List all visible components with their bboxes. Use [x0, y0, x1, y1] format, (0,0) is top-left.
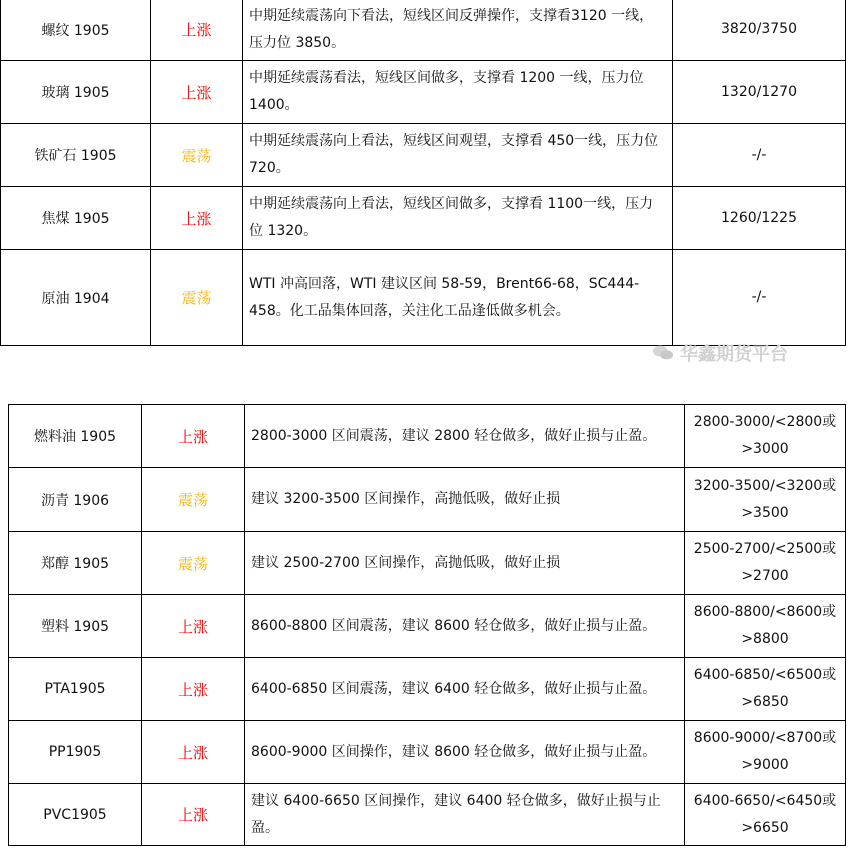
market-view: 8600-9000 区间操作，建议 8600 轻仓做多，做好止损与止盈。	[245, 721, 685, 784]
contract-name: 铁矿石 1905	[1, 124, 151, 187]
price-range: 1260/1225	[673, 187, 846, 250]
market-view: 中期延续震荡向上看法，短线区间做多，支撑看 1100一线，压力位 1320。	[243, 187, 673, 250]
contract-name: 郑醇 1905	[9, 532, 142, 595]
trend-label: 震荡	[142, 468, 245, 532]
table-row	[1, 187, 846, 250]
table-row	[9, 595, 846, 658]
price-range: 2500-2700/<2500或>2700	[685, 532, 846, 595]
market-view: 8600-8800 区间震荡，建议 8600 轻仓做多，做好止损与止盈。	[245, 595, 685, 658]
contract-name: 原油 1904	[1, 250, 151, 346]
contract-name: 玻璃 1905	[1, 61, 151, 124]
market-view: 建议 3200-3500 区间操作，高抛低吸，做好止损	[245, 468, 685, 532]
price-range: 3200-3500/<3200或>3500	[685, 468, 846, 532]
table-row	[9, 405, 846, 468]
market-view: 2800-3000 区间震荡，建议 2800 轻仓做多，做好止损与止盈。	[245, 405, 685, 468]
futures-table-bottom	[8, 404, 846, 846]
chat-bubble-icon	[652, 342, 674, 364]
trend-label: 上涨	[142, 721, 245, 784]
price-range: 8600-9000/<8700或>9000	[685, 721, 846, 784]
price-range: 8600-8800/<8600或>8800	[685, 595, 846, 658]
contract-name: PTA1905	[9, 658, 142, 721]
table-row	[1, 250, 846, 346]
price-range: -/-	[673, 124, 846, 187]
price-range: 3820/3750	[673, 0, 846, 61]
trend-label: 上涨	[151, 187, 243, 250]
futures-table-top	[0, 0, 846, 346]
contract-name: 螺纹 1905	[1, 0, 151, 61]
contract-name: 沥青 1906	[9, 468, 142, 532]
contract-name: 焦煤 1905	[1, 187, 151, 250]
price-range: 1320/1270	[673, 61, 846, 124]
market-view: 中期延续震荡看法，短线区间做多，支撑看 1200 一线，压力位 1400。	[243, 61, 673, 124]
trend-label: 上涨	[151, 0, 243, 61]
trend-label: 上涨	[142, 405, 245, 468]
price-range: 6400-6650/<6450或>6650	[685, 784, 846, 846]
market-view: 6400-6850 区间震荡，建议 6400 轻仓做多，做好止损与止盈。	[245, 658, 685, 721]
market-view: 建议 2500-2700 区间操作，高抛低吸，做好止损	[245, 532, 685, 595]
table-row	[1, 124, 846, 187]
trend-label: 上涨	[142, 658, 245, 721]
market-view: 中期延续震荡向上看法，短线区间观望，支撑看 450一线，压力位 720。	[243, 124, 673, 187]
market-view: WTI 冲高回落，WTI 建议区间 58-59，Brent66-68，SC444-458。化工品集体回落，关注化工品逢低做多机会。	[243, 250, 673, 346]
price-range: 6400-6850/<6500或>6850	[685, 658, 846, 721]
watermark	[652, 340, 788, 366]
table-row	[1, 0, 846, 61]
contract-name: 燃料油 1905	[9, 405, 142, 468]
price-range: -/-	[673, 250, 846, 346]
table-row	[9, 721, 846, 784]
market-view: 中期延续震荡向下看法，短线区间反弹操作，支撑看3120 一线，压力位 3850。	[243, 0, 673, 61]
contract-name: 塑料 1905	[9, 595, 142, 658]
table-row	[9, 784, 846, 846]
table-row	[9, 658, 846, 721]
table-row	[9, 468, 846, 532]
contract-name: PVC1905	[9, 784, 142, 846]
watermark-text: 华鑫期货平台	[680, 344, 788, 365]
trend-label: 上涨	[142, 784, 245, 846]
market-view: 建议 6400-6650 区间操作，建议 6400 轻仓做多，做好止损与止盈。	[245, 784, 685, 846]
contract-name: PP1905	[9, 721, 142, 784]
table-row	[9, 532, 846, 595]
trend-label: 震荡	[151, 124, 243, 187]
trend-label: 震荡	[151, 250, 243, 346]
price-range: 2800-3000/<2800或>3000	[685, 405, 846, 468]
table-row	[1, 61, 846, 124]
trend-label: 上涨	[151, 61, 243, 124]
trend-label: 震荡	[142, 532, 245, 595]
trend-label: 上涨	[142, 595, 245, 658]
